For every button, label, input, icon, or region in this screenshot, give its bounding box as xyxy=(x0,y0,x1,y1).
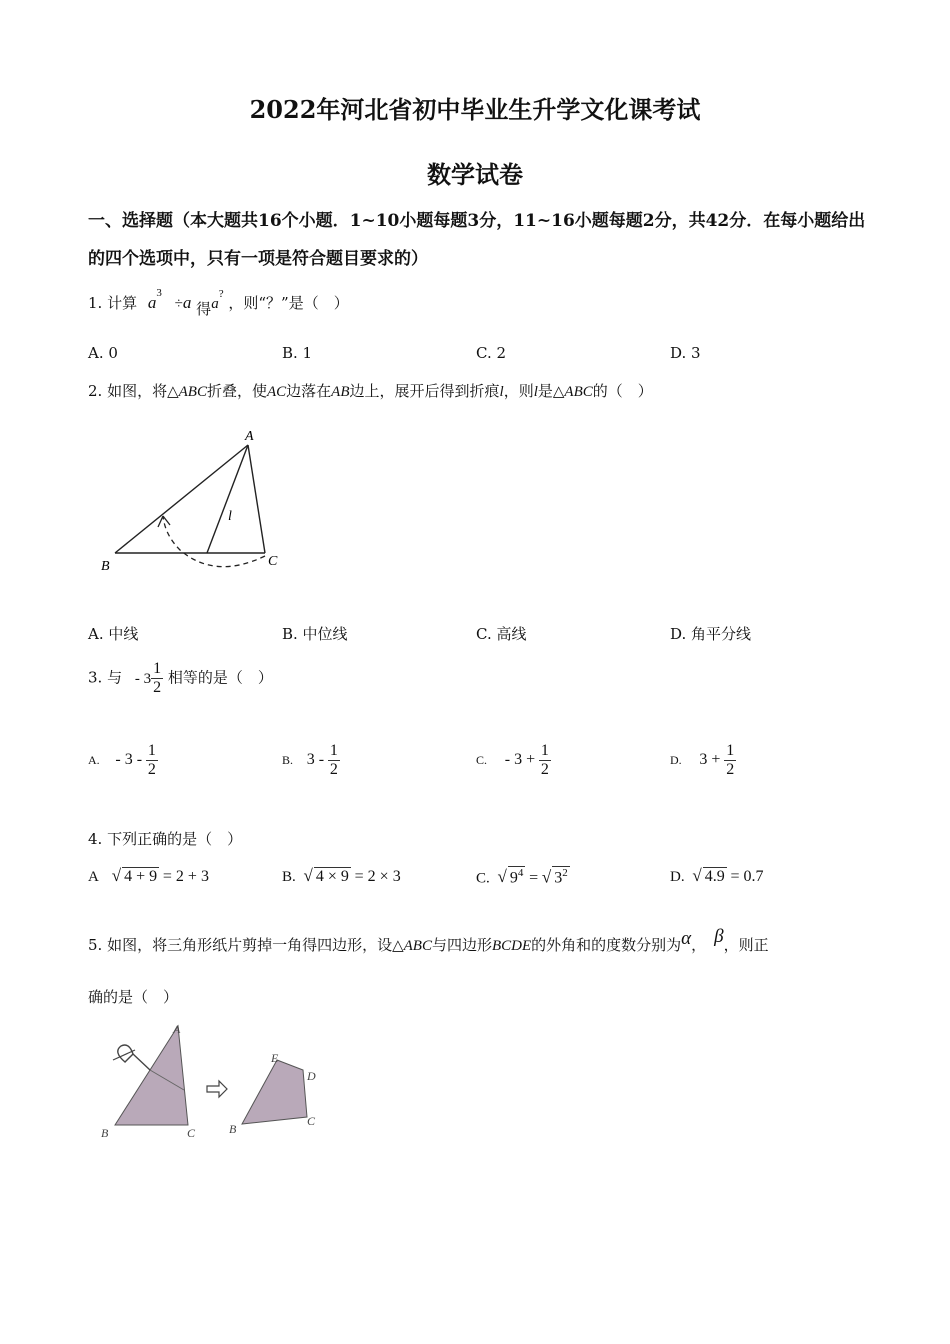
q2-ac: AC xyxy=(266,384,287,400)
q3-option-b-expr: 3 - xyxy=(306,750,325,768)
q1-option-d[interactable]: D. 3 xyxy=(670,344,701,362)
q4-option-a-rhs: = 2 + 3 xyxy=(162,868,209,885)
q2-text-d: 边上，展开后得到折痕 xyxy=(349,382,500,400)
q3-option-b-letter: B. xyxy=(282,752,294,767)
section-heading: 一、选择题（本大题共16个小题．1~10小题每题3分，11~16小题每题2分，共42分．在每小题给出的四个选项中，只有一项是符合题目要求的） xyxy=(88,211,866,269)
q3-suffix: 相等的是（ ） xyxy=(167,668,273,687)
q4-option-b-letter: B. xyxy=(282,869,296,885)
q5-comma: ， xyxy=(691,936,707,954)
q4-option-d[interactable] xyxy=(670,866,763,886)
q5-abc: ABC xyxy=(403,938,432,954)
arrow-right-icon xyxy=(207,1081,227,1097)
q1-exp2: ? xyxy=(218,288,224,300)
q2-l: l xyxy=(499,384,504,400)
q5-text-a: 5. 如图，将三角形纸片剪掉一角得四边形，设△ xyxy=(88,936,404,954)
q3-option-c-den: 2 xyxy=(540,761,549,778)
q3-prefix: 3. 与 xyxy=(88,668,123,687)
q1-base: a xyxy=(147,293,157,312)
q3-option-d-den: 2 xyxy=(726,761,735,778)
q3-option-d-num: 1 xyxy=(726,742,735,759)
q2-text-c: 边落在 xyxy=(286,382,332,400)
q2-abc2: ABC xyxy=(564,384,593,400)
exam-title: 2022年河北省初中毕业生升学文化课考试 xyxy=(249,95,701,124)
q1-base3: a xyxy=(211,296,219,312)
q1-suffix: ，则“？”是（ ） xyxy=(228,294,349,312)
question-2 xyxy=(88,380,653,401)
q2-label-c: C xyxy=(268,554,278,569)
q2-label-b: B xyxy=(101,559,110,574)
q4-option-c-exp: 4 xyxy=(517,867,524,879)
q2-text-a: 2. 如图，将△ xyxy=(88,382,179,400)
q5-line2: 确的是（ ） xyxy=(88,988,179,1006)
q2-triangle-figure xyxy=(95,420,295,580)
q4-option-a[interactable] xyxy=(88,866,209,886)
q3-option-a-letter: A. xyxy=(88,752,100,767)
q1-option-b[interactable]: B. 1 xyxy=(282,344,313,362)
q5-label-e: E xyxy=(271,1051,279,1065)
q3-option-c[interactable] xyxy=(476,742,551,779)
q4-option-b-rhs: = 2 × 3 xyxy=(354,868,401,885)
q1-div: ÷ xyxy=(174,296,183,312)
q3-option-a-expr: - 3 - xyxy=(115,750,143,768)
sqrt-icon: √ xyxy=(692,866,702,885)
q2-label-a: A xyxy=(245,429,254,444)
q3-option-a-num: 1 xyxy=(147,742,156,759)
question-4: 4. 下列正确的是（ ） xyxy=(88,830,243,848)
q5-bcde: BCDE xyxy=(491,938,532,954)
q2-option-d[interactable]: D. 角平分线 xyxy=(670,625,752,643)
q5-text-b: 与四边形 xyxy=(431,936,492,954)
q1-option-c[interactable]: C. 2 xyxy=(476,344,507,362)
scissors-icon xyxy=(118,1045,133,1062)
q1-exp1: 3 xyxy=(156,287,162,299)
q2-text-g: 的（ ） xyxy=(592,382,653,400)
q4-option-b[interactable] xyxy=(282,866,401,886)
sqrt-icon: √ xyxy=(111,866,122,885)
q2-option-b[interactable]: B. 中位线 xyxy=(282,625,348,643)
q5-label-c: C xyxy=(187,1126,196,1140)
q5-text-c: 的外角和的度数分别为 xyxy=(531,936,682,954)
q4-option-c-rhs-radicand: 3 xyxy=(554,869,563,887)
q3-frac-num: 1 xyxy=(153,660,162,677)
q3-option-c-frac xyxy=(539,742,551,779)
sqrt-icon: √ xyxy=(303,866,313,885)
q4-option-c-radicand: 9 xyxy=(509,869,518,887)
q3-option-b-frac xyxy=(328,742,340,779)
q3-fraction xyxy=(151,660,163,697)
q3-option-d-letter: D. xyxy=(670,752,682,767)
q4-option-c-eq: = xyxy=(529,869,539,887)
q3-option-d-expr: 3 + xyxy=(699,750,721,768)
q1-base2: a xyxy=(182,293,192,312)
q1-option-a[interactable]: A. 0 xyxy=(88,344,118,362)
q5-text-d: ，则正 xyxy=(723,936,769,954)
q3-frac-den: 2 xyxy=(153,679,162,696)
q4-option-c-rhs-exp: 2 xyxy=(562,867,568,879)
question-5 xyxy=(88,926,769,956)
q4-option-d-letter: D. xyxy=(670,869,685,885)
q2-option-c[interactable]: C. 高线 xyxy=(476,625,527,643)
question-3 xyxy=(88,660,273,697)
q5-label-b2: B xyxy=(229,1122,237,1136)
q4-option-d-radicand: 4.9 xyxy=(704,868,725,885)
q5-alpha: α xyxy=(681,928,692,949)
q5-label-a: A xyxy=(173,1022,181,1036)
q4-option-d-rhs: = 0.7 xyxy=(730,868,764,885)
q5-label-b: B xyxy=(101,1126,109,1140)
q3-option-b-num: 1 xyxy=(329,742,338,759)
q4-option-a-letter: A xyxy=(88,869,99,885)
q3-option-a[interactable] xyxy=(88,742,158,779)
q3-option-d[interactable] xyxy=(670,742,736,779)
q5-triangle-cut-figure xyxy=(95,1020,335,1145)
q4-option-c-letter: C. xyxy=(476,870,490,887)
q3-whole: - 3 xyxy=(134,670,152,687)
q3-option-a-den: 2 xyxy=(147,761,156,778)
q4-option-a-radicand: 4 + 9 xyxy=(124,868,158,885)
q3-option-c-num: 1 xyxy=(540,742,549,759)
exam-subtitle: 数学试卷 xyxy=(427,160,523,189)
q3-option-c-expr: - 3 + xyxy=(504,750,536,768)
q2-text-e: ，则 xyxy=(503,382,534,400)
question-1 xyxy=(88,287,349,318)
q2-l2: l xyxy=(533,384,538,400)
q3-option-b-den: 2 xyxy=(329,761,338,778)
q4-option-c[interactable] xyxy=(476,866,570,887)
q2-ab: AB xyxy=(331,384,350,400)
q4-option-b-radicand: 4 × 9 xyxy=(315,868,349,885)
q5-label-d: D xyxy=(307,1069,316,1083)
q2-option-a[interactable]: A. 中线 xyxy=(88,625,139,643)
q2-abc: ABC xyxy=(178,384,207,400)
q3-option-b[interactable] xyxy=(282,742,340,779)
q2-text-f: 是△ xyxy=(537,382,565,400)
q2-text-b: 折叠，使 xyxy=(206,382,267,400)
sqrt-icon: √ xyxy=(541,867,552,887)
q3-option-d-frac xyxy=(724,742,736,779)
q3-option-c-letter: C. xyxy=(476,752,488,767)
q3-option-a-frac xyxy=(146,742,158,779)
q5-beta: β xyxy=(714,926,724,947)
q1-prefix: 1. 计算 xyxy=(88,294,138,312)
q1-mid: 得 xyxy=(196,300,212,318)
q5-label-c2: C xyxy=(307,1114,316,1128)
q2-label-l: l xyxy=(228,509,232,524)
sqrt-icon: √ xyxy=(497,867,507,887)
